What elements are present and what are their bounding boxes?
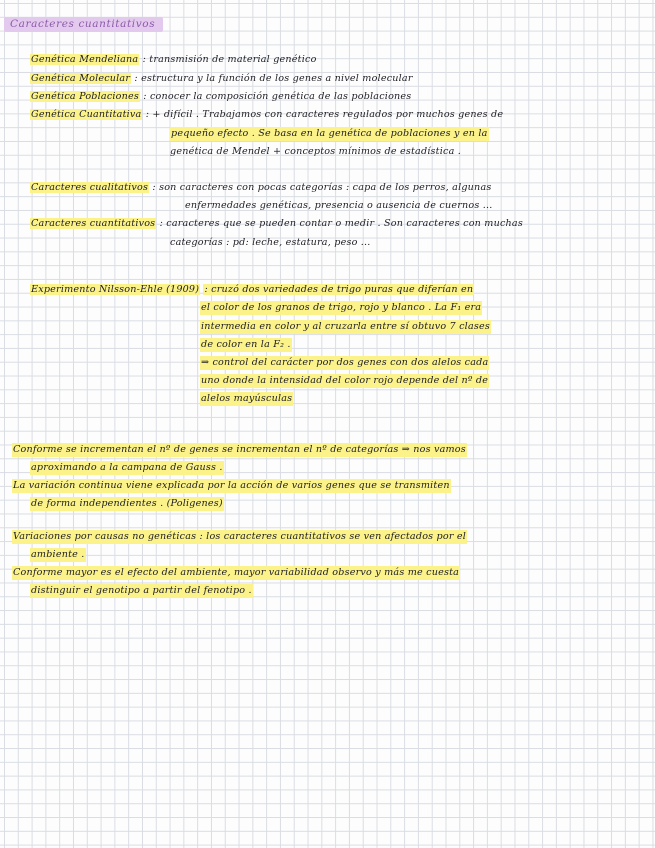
text-cuantitativa-3: genética de Mendel + conceptos mínimos de estadística .: [170, 146, 461, 157]
conforme-line-4: de forma independientes . (Poligenes): [31, 498, 223, 509]
def-cualitativos: [30, 181, 491, 195]
def-poblaciones: [30, 90, 411, 104]
experiment-line-3: intermedia en color y al cruzarla entre sí obtuvo 7 clases: [201, 321, 490, 332]
text-molecular: : estructura y la función de los genes a nivel molecular: [134, 73, 413, 84]
text-mendeliana: : transmisión de material genético: [142, 54, 317, 65]
experiment-line-4: de color en la F₂ .: [201, 339, 291, 350]
text-cuantitativa-1: : + difícil . Trabajamos con caracteres regulados por muchos genes de: [145, 109, 504, 120]
term-poblaciones: Genética Poblaciones: [31, 91, 140, 102]
conforme-line-3: La variación continua viene explicada por la acción de varios genes que se transmiten: [13, 480, 450, 491]
text-cuantitativos-1: : caracteres que se pueden contar o medir . Son caracteres con muchas: [159, 218, 523, 229]
experiment-line-7: alelos mayúsculas: [201, 393, 293, 404]
text-cualitativos-2: enfermedades genéticas, presencia o ausencia de cuernos ...: [185, 200, 493, 211]
experiment-line-1: [30, 283, 474, 297]
term-cuantitativos: Caracteres cuantitativos: [31, 218, 156, 229]
def-mendeliana: [30, 53, 317, 67]
term-mendeliana: Genética Mendeliana: [31, 54, 139, 65]
text-cuantitativa-2: pequeño efecto . Se basa en la genética de poblaciones y en la: [171, 128, 488, 139]
experiment-line-2: el color de los granos de trigo, rojo y blanco . La F₁ era: [201, 302, 482, 313]
conforme-line-1: Conforme se incrementan el nº de genes se incrementan el nº de categorías ⇒ nos vamos: [13, 444, 466, 455]
variaciones-line-2: ambiente .: [31, 549, 85, 560]
experiment-line-6: uno donde la intensidad del color rojo depende del nº de: [201, 375, 489, 386]
def-cuantitativa: [30, 108, 503, 122]
text-poblaciones: : conocer la composición genética de las poblaciones: [143, 91, 412, 102]
experiment-line-5: ⇒ control del carácter por dos genes con dos alelos cada: [201, 357, 489, 368]
term-cuantitativa: Genética Cuantitativa: [31, 109, 142, 120]
term-molecular: Genética Molecular: [31, 73, 131, 84]
def-molecular: [30, 72, 413, 86]
conforme-line-2: aproximando a la campana de Gauss .: [31, 462, 223, 473]
variaciones-line-1: Variaciones por causas no genéticas : los caracteres cuantitativos se ven afectados por el: [13, 531, 467, 542]
def-cuantitativos: [30, 217, 523, 231]
text-experiment-1: : cruzó dos variedades de trigo puras que diferían en: [204, 284, 474, 295]
term-cualitativos: Caracteres cualitativos: [31, 182, 149, 193]
page-title: Caracteres cuantitativos: [4, 17, 163, 32]
variaciones-line-4: distinguir el genotipo a partir del fenotipo .: [31, 585, 252, 596]
text-cuantitativos-2: categorías : pd: leche, estatura, peso ...: [170, 237, 371, 248]
term-experiment: Experimento Nilsson-Ehle (1909): [31, 284, 200, 295]
text-cualitativos-1: : son caracteres con pocas categorías : capa de los perros, algunas: [152, 182, 492, 193]
variaciones-line-3: Conforme mayor es el efecto del ambiente, mayor variabilidad observo y más me cuesta: [13, 567, 460, 578]
